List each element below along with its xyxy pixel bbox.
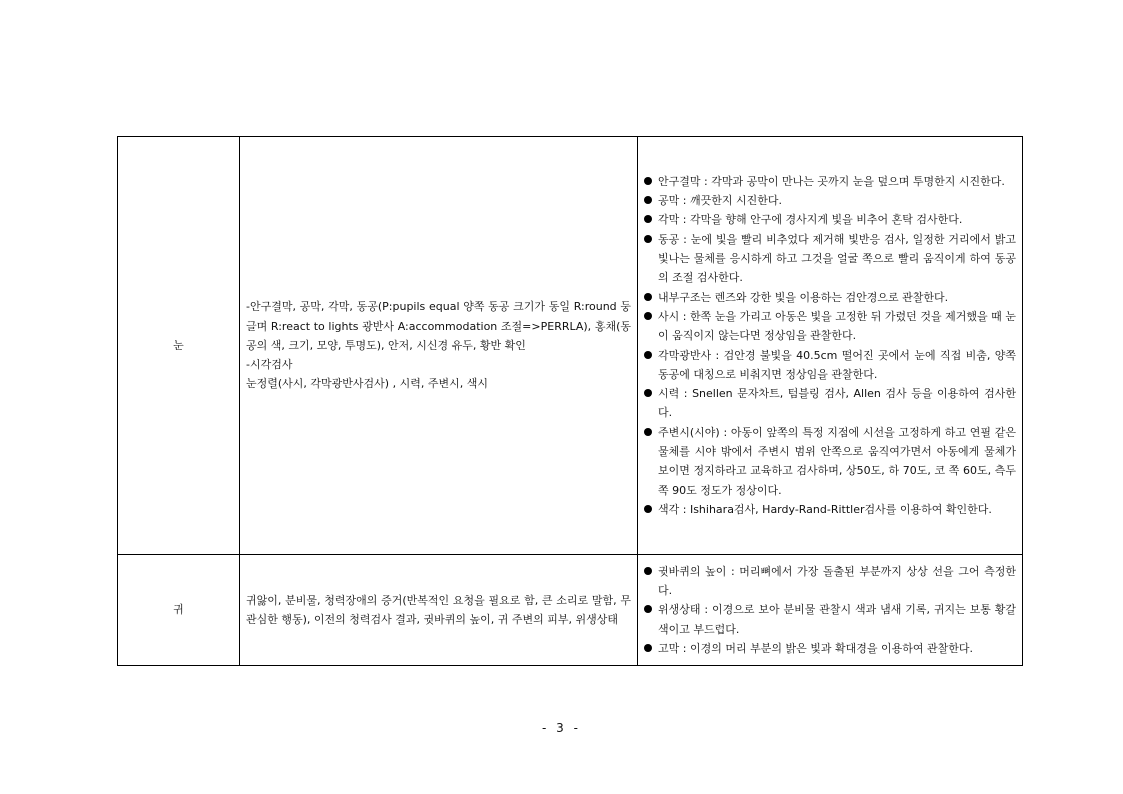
list-item: 고막 : 이경의 머리 부분의 밝은 빛과 확대경을 이용하여 관찰한다.	[642, 639, 1016, 658]
method-list	[638, 172, 1022, 519]
method-cell	[638, 555, 1023, 666]
category-cell: 눈	[118, 137, 240, 555]
list-item: 색각 : Ishihara검사, Hardy-Rand-Rittler검사를 이용하여 확인한다.	[642, 500, 1016, 519]
list-item: 시력 : Snellen 문자차트, 텀블링 검사, Allen 검사 등을 이용하여 검사한다.	[642, 384, 1016, 423]
assessment-table	[117, 136, 1023, 666]
list-item: 위생상태 : 이경으로 보아 분비물 관찰시 색과 냄새 기록, 귀지는 보통 황갈색이고 부드럽다.	[642, 600, 1016, 639]
list-item: 내부구조는 렌즈와 강한 빛을 이용하는 검안경으로 관찰한다.	[642, 288, 1016, 307]
list-item: 사시 : 한쪽 눈을 가리고 아동은 빛을 고정한 뒤 가렸던 것을 제거했을 때 눈이 움직이지 않는다면 정상임을 관찰한다.	[642, 307, 1016, 346]
list-item: 주변시(시야) : 아동이 앞쪽의 특정 지점에 시선을 고정하게 하고 연필 같은 물체를 시야 밖에서 주변시 범위 안쪽으로 움직여가면서 아동에게 물체가 보이면 정지하라고 교육하고 검사하며, 상50도, 하 70도, 코 쪽 60도, 측두 쪽 90도 정도가 정상이다.	[642, 423, 1016, 500]
table-row	[118, 137, 1023, 555]
item-text: 눈정렬(사시, 각막광반사검사) , 시력, 주변시, 색시	[246, 377, 488, 391]
item-text: -시각검사	[246, 358, 293, 372]
item-text: 귀앓이, 분비물, 청력장애의 증거(반복적인 요청을 필요로 함, 큰 소리로 말함, 무관심한 행동), 이전의 청력검사 결과, 귓바퀴의 높이, 귀 주변의 피부, 위생상태	[246, 593, 631, 626]
list-item: 동공 : 눈에 빛을 빨리 비추었다 제거해 빛반응 검사, 일정한 거리에서 밝고 빛나는 물체를 응시하게 하고 그것을 얼굴 쪽으로 빨리 움직이게 하여 동공의 조절 검사한다.	[642, 230, 1016, 288]
assessment-items-cell	[240, 137, 638, 555]
method-list	[638, 562, 1022, 658]
category-cell: 귀	[118, 555, 240, 666]
item-text: -안구결막, 공막, 각막, 동공(P:pupils equal 양쪽 동공 크기가 동일 R:round 둥글며 R:react to lights 광반사 A:accommodation 조절=>PERRLA), 홍채(동공의 색, 크기, 모양, 투명도), 안저, 시신경 유두, 황반 확인	[246, 300, 631, 352]
table-row	[118, 555, 1023, 666]
method-cell	[638, 137, 1023, 555]
page-number: - 3 -	[542, 721, 581, 735]
list-item: 각막 : 각막을 향해 안구에 경사지게 빛을 비추어 혼탁 검사한다.	[642, 210, 1016, 229]
assessment-items-cell	[240, 555, 638, 666]
list-item: 귓바퀴의 높이 : 머리뼈에서 가장 돌출된 부분까지 상상 선을 그어 측정한다.	[642, 562, 1016, 601]
list-item: 안구결막 : 각막과 공막이 만나는 곳까지 눈을 덮으며 투명한지 시진한다.	[642, 172, 1016, 191]
list-item: 공막 : 깨끗한지 시진한다.	[642, 191, 1016, 210]
list-item: 각막광반사 : 검안경 불빛을 40.5cm 떨어진 곳에서 눈에 직접 비춤, 양쪽 동공에 대칭으로 비춰지면 정상임을 관찰한다.	[642, 346, 1016, 385]
